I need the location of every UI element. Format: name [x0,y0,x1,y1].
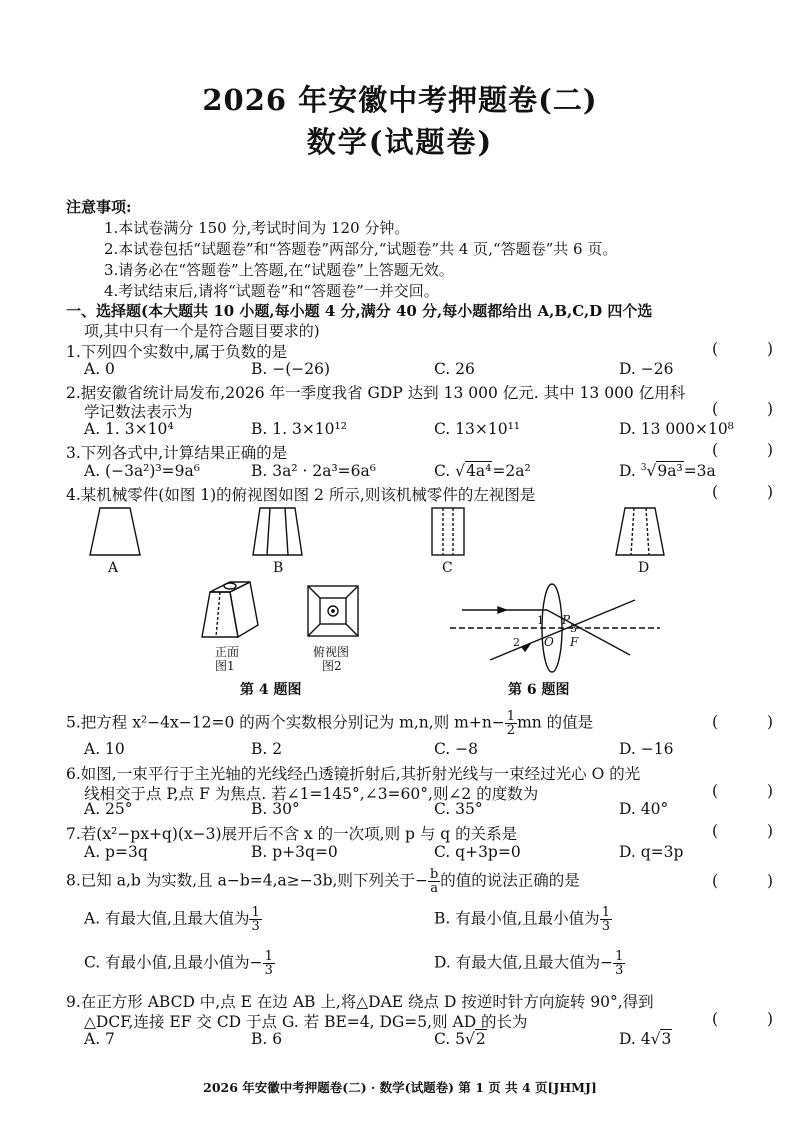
q5-stem: 5.把方程 x²−4x−12=0 的两个实数根分别记为 m,n,则 m+n− $\frac{1}{2}$ mn 的值是 [66,709,594,738]
option-label-a: A [108,560,119,576]
q2-option-c: C. 13×10¹¹ [434,420,521,438]
answer-paren: ( ) [712,822,796,840]
fig2-label: 图2 [322,659,342,673]
option-d-figure [616,508,664,555]
answer-paren: ( ) [712,340,796,358]
option-a-figure [90,508,140,555]
q5-option-d: D. −16 [619,740,674,758]
notice-item: 3.请务必在“答题卷”上答题,在“试题卷”上答题无效。 [104,261,454,279]
option-label-d: D [638,560,650,576]
q3-option-c: C. √4a⁴=2a² [434,462,531,480]
option-b-figure [253,508,302,555]
q5-option-c: C. −8 [434,740,479,758]
q1-option-a: A. 0 [84,360,115,378]
q1-option-c: C. 26 [434,360,475,378]
q8-stem: 8.已知 a,b 为实数,且 a−b=4,a≥−3b,则下列关于− $\frac{b}{a}$ 的值的说法正确的是 [66,867,580,896]
q2-stem-cont: 学记数法表示为 [84,403,193,421]
q6-stem: 6.如图,一束平行于主光轴的光线经凸透镜折射后,其折射光线与一束经过光心 O 的光 [66,765,641,783]
angle-1-label: 1 [537,614,544,627]
fig1-label: 图1 [215,659,235,673]
q8-option-b: B. 有最小值,且最小值为 $\frac{1}{3}$ [434,905,610,934]
q9-option-c: C. 5√2 [434,1030,486,1048]
q7-option-c: C. q+3p=0 [434,843,521,861]
q6-stem-cont: 线相交于点 P,点 F 为焦点. 若∠1=145°,∠3=60°,则∠2 的度数为 [84,785,539,803]
exam-subtitle: 数学(试题卷) [306,125,494,159]
option-c-figure [432,508,464,555]
answer-paren: ( ) [712,400,796,418]
q7-option-a: A. p=3q [84,843,148,861]
q9-stem-cont: △DCF,连接 EF 交 CD 于点 G. 若 BE=4, DG=5,则 AD 的长为 [84,1013,528,1031]
q6-option-b: B. 30° [251,800,300,818]
point-p-label: P [562,613,571,627]
q7-stem: 7.若(x²−px+q)(x−3)展开后不含 x 的一次项,则 p 与 q 的关系是 [66,825,518,843]
q8-option-a: A. 有最大值,且最大值为 $\frac{1}{3}$ [84,905,260,934]
answer-paren: ( ) [712,782,796,800]
q4-q6-figures [70,500,710,710]
fig1-front-label: 正面 [215,645,240,659]
q2-stem: 2.据安徽省统计局发布,2026 年一季度我省 GDP 达到 13 000 亿元. 其中 13 000 亿用科 [66,384,686,402]
fig1-solid [202,582,258,637]
section-heading-cont: 项,其中只有一个是符合题目要求的) [84,322,320,340]
answer-paren: ( ) [712,1010,796,1028]
q2-option-a: A. 1. 3×10⁴ [84,420,174,438]
q4-figure-caption: 第 4 题图 [240,682,302,698]
notice-item: 1.本试卷满分 150 分,考试时间为 120 分钟。 [104,219,410,237]
option-label-c: C [442,560,453,576]
q6-option-d: D. 40° [619,800,669,818]
q1-option-d: D. −26 [619,360,674,378]
exam-title: 2026 年安徽中考押题卷(二) [202,83,598,117]
q2-option-b: B. 1. 3×10¹² [251,420,347,438]
q1-stem: 1.下列四个实数中,属于负数的是 [66,343,288,361]
option-label-b: B [273,560,284,576]
q9-option-d: D. 4√3 [619,1030,672,1048]
q6-option-c: C. 35° [434,800,483,818]
notice-heading: 注意事项: [66,198,132,216]
answer-paren: ( ) [712,441,796,459]
q9-stem: 9.在正方形 ABCD 中,点 E 在边 AB 上,将△DAE 绕点 D 按逆时针方向旋转 90°,得到 [66,993,654,1011]
q7-option-b: B. p+3q=0 [251,843,338,861]
q8-option-c: C. 有最小值,且最小值为− $\frac{1}{3}$ [84,949,273,978]
q2-option-d: D. 13 000×10⁸ [619,420,734,438]
answer-paren: ( ) [712,872,796,890]
fig2-topview-label: 俯视图 [313,645,350,659]
section-heading: 一、选择题(本大题共 10 小题,每小题 4 分,满分 40 分,每小题都给出 A,B,C,D 四个选 [66,302,653,320]
q1-option-b: B. −(−26) [251,360,331,378]
q8-option-d: D. 有最大值,且最大值为− $\frac{1}{3}$ [434,949,624,978]
notice-item: 2.本试卷包括“试题卷”和“答题卷”两部分,“试题卷”共 4 页,“答题卷”共 6 页。 [104,240,618,258]
q6-option-a: A. 25° [84,800,133,818]
answer-paren: ( ) [712,483,796,501]
q3-option-b: B. 3a² · 2a³=6a⁶ [251,462,376,480]
point-o-label: O [544,635,554,649]
angle-2-label: 2 [513,636,520,649]
q9-option-a: A. 7 [84,1030,115,1048]
q5-option-b: B. 2 [251,740,283,758]
q3-option-a: A. (−3a²)³=9a⁶ [84,462,200,480]
q3-stem: 3.下列各式中,计算结果正确的是 [66,444,288,462]
q3-option-d: D. $^3$√9a³=3a [619,462,716,480]
angle-3-label: 3 [570,622,577,635]
answer-paren: ( ) [712,713,796,731]
q4-stem: 4.某机械零件(如图 1)的俯视图如图 2 所示,则该机械零件的左视图是 [66,486,536,504]
notice-item: 4.考试结束后,请将“试题卷”和“答题卷”一并交回。 [104,282,439,300]
q6-figure-caption: 第 6 题图 [508,682,570,698]
fig2-topview [308,586,358,636]
fig6-lens-diagram [450,584,660,672]
q5-option-a: A. 10 [84,740,125,758]
page-footer: 2026 年安徽中考押题卷(二) · 数学(试题卷) 第 1 页 共 4 页[JHMJ] [203,1080,597,1095]
q7-option-d: D. q=3p [619,843,684,861]
point-f-label: F [570,635,579,649]
q9-option-b: B. 6 [251,1030,283,1048]
